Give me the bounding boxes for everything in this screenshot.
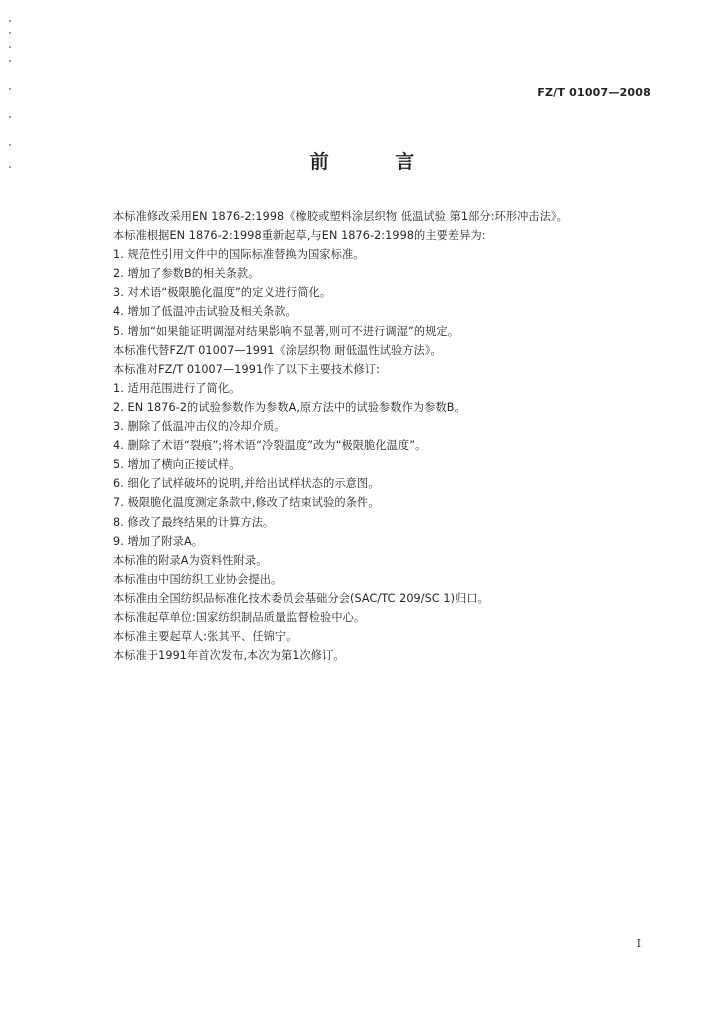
preface-line: 本标准主要起草人:张其平、任锦宁。: [113, 630, 298, 644]
page-title: 前 言: [309, 151, 445, 173]
preface-line: 8. 修改了最终结果的计算方法。: [113, 515, 275, 529]
preface-line: 5. 增加“如果能证明调湿对结果影响不显著,则可不进行调湿”的规定。: [113, 324, 460, 338]
preface-body: [113, 207, 673, 665]
preface-line: 5. 增加了横向正接试样。: [113, 458, 241, 472]
preface-line: 本标准根据EN 1876-2:1998重新起草,与EN 1876-2:1998的主要差异为:: [113, 229, 486, 243]
preface-line: 4. 增加了低温冲击试验及相关条款。: [113, 305, 297, 319]
preface-line: 9. 增加了附录A。: [113, 534, 204, 548]
page-number: I: [636, 937, 641, 950]
preface-line: 3. 删除了低温冲击仪的冷却介质。: [113, 420, 286, 434]
preface-line: 本标准由全国纺织品标准化技术委员会基础分会(SAC/TC 209/SC 1)归口。: [113, 591, 489, 605]
preface-line: 1. 规范性引用文件中的国际标准替换为国家标准。: [113, 248, 365, 262]
preface-line: 本标准代替FZ/T 01007—1991《涂层织物 耐低温性试验方法》。: [113, 343, 442, 357]
preface-line: 本标准的附录A为资料性附录。: [113, 553, 268, 567]
preface-line: 3. 对术语“极限脆化温度”的定义进行简化。: [113, 286, 332, 300]
preface-line: 2. 增加了参数B的相关条款。: [113, 267, 260, 281]
preface-line: 1. 适用范围进行了简化。: [113, 381, 241, 395]
preface-line: 7. 极限脆化温度测定条款中,修改了结束试验的条件。: [113, 496, 380, 510]
preface-line: 本标准对FZ/T 01007—1991作了以下主要技术修订:: [113, 362, 380, 376]
preface-line: 本标准起草单位:国家纺织制品质量监督检验中心。: [113, 610, 366, 624]
preface-line: 4. 删除了术语“裂痕”;将术语“冷裂温度”改为“极限脆化温度”。: [113, 439, 427, 453]
preface-line: 本标准由中国纺织工业协会提出。: [113, 572, 283, 586]
standard-code: FZ/T 01007—2008: [537, 86, 651, 99]
preface-line: 2. EN 1876-2的试验参数作为参数A,原方法中的试验参数作为参数B。: [113, 400, 466, 414]
preface-line: 本标准修改采用EN 1876-2:1998《橡胶或塑料涂层织物 低温试验 第1部分:环形冲击法》。: [113, 210, 568, 223]
preface-line: 本标准于1991年首次发布,本次为第1次修订。: [113, 649, 345, 663]
preface-line: 6. 细化了试样破坏的说明,并给出试样状态的示意图。: [113, 477, 380, 491]
